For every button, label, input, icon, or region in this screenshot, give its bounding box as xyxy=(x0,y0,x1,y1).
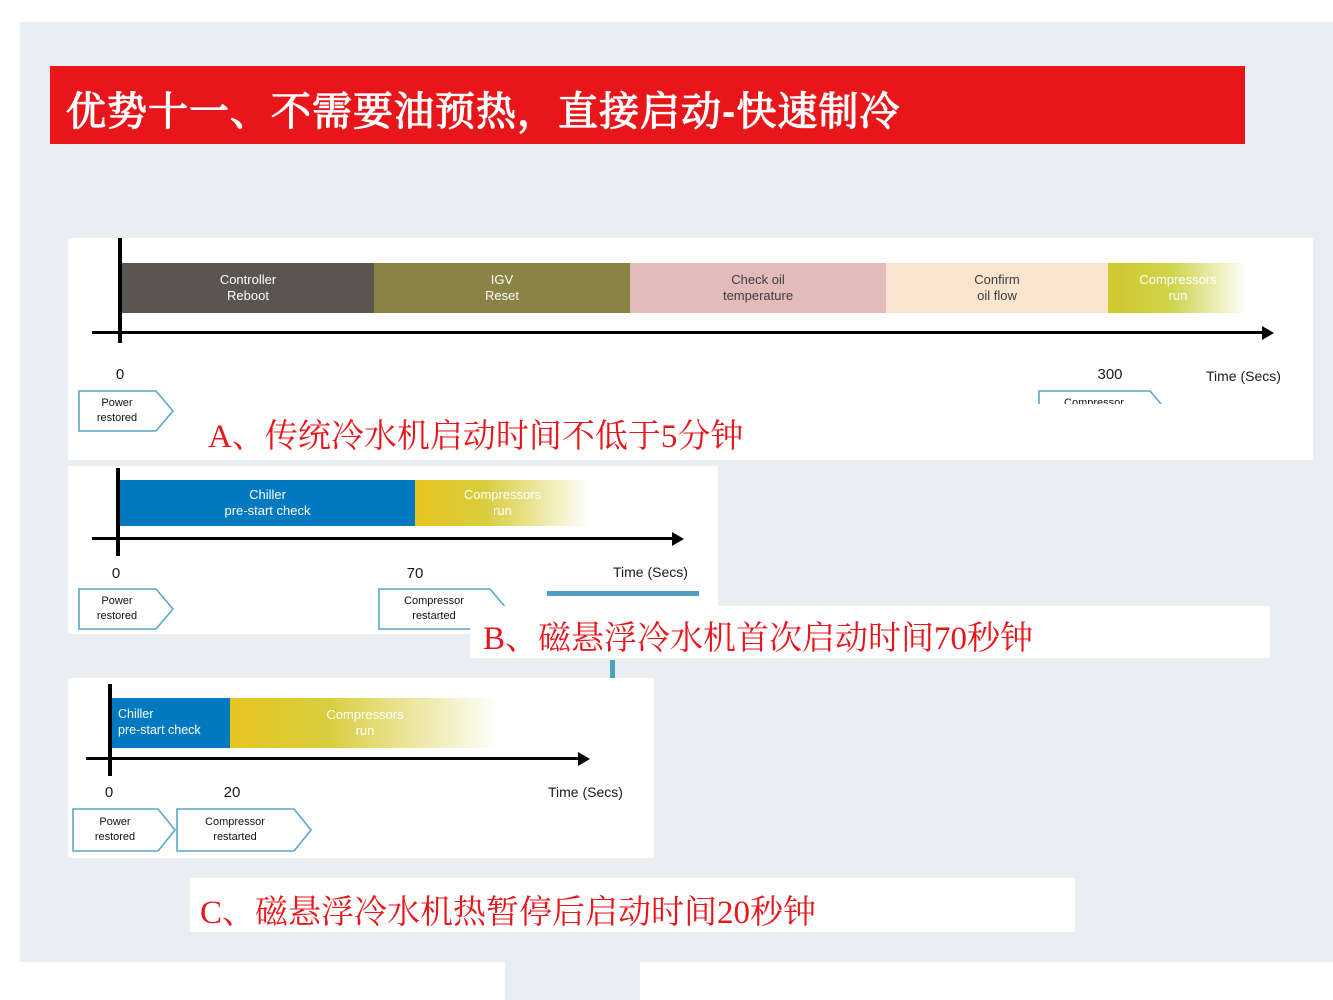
chart-b-y-axis xyxy=(116,468,120,556)
segment-label-line2: pre-start check xyxy=(224,503,311,518)
segment-label-line1: IGV xyxy=(490,271,514,287)
slide-left-margin xyxy=(0,0,20,1000)
chart-a-callout-power-restored xyxy=(78,390,174,432)
callout-line1: Power xyxy=(101,595,133,608)
callout-line2: restored xyxy=(96,412,138,424)
chart-c-y-axis xyxy=(108,684,112,776)
chart-a-segment-confirm-oil-flow xyxy=(886,263,1108,313)
segment-label-line1: Check oil xyxy=(731,271,785,287)
segment-label-line1: Controller xyxy=(219,271,277,287)
chart-a-y-axis xyxy=(118,238,122,343)
chart-c-segment-chiller-pre-start-check xyxy=(112,698,230,748)
segment-label-line2: Reset xyxy=(485,288,519,303)
chart-a-tick-300: 300 xyxy=(1097,366,1123,383)
segment-label-line2: pre-start check xyxy=(118,723,201,737)
callout-text xyxy=(78,390,156,432)
segment-label-line1: Confirm xyxy=(974,271,1020,287)
callout-line1: Compressor xyxy=(404,595,464,608)
callout-line1: Compressor xyxy=(205,816,265,829)
chart-a-segment-igv-reset xyxy=(374,263,630,313)
chart-a-segment-check-oil-temperature xyxy=(630,263,886,313)
segment-label-line2: oil flow xyxy=(977,288,1017,303)
chart-a-x-axis xyxy=(92,331,1262,334)
callout-text xyxy=(78,588,156,630)
segment-label-line2: run xyxy=(355,723,375,738)
chart-c-segment-compressors-run xyxy=(230,698,500,748)
chart-b-segment-compressors-run xyxy=(415,480,590,526)
callout-text xyxy=(72,808,158,852)
caption-c-text: C、磁悬浮冷水机热暂停后启动时间20秒钟 xyxy=(200,895,817,931)
callout-line1: Power xyxy=(101,397,133,410)
chart-a-segment-compressors-run xyxy=(1108,263,1248,313)
segment-label-line1: Compressors xyxy=(326,706,404,722)
chart-c-x-axis-arrow xyxy=(578,752,590,766)
segment-label-line1: Compressors xyxy=(1139,271,1217,287)
accent-bar xyxy=(547,591,699,596)
chart-b-tick-70: 70 xyxy=(406,565,424,582)
chart-b-x-axis-arrow xyxy=(672,532,684,546)
callout-line2: restarted xyxy=(412,610,456,622)
caption-a-text: A、传统冷水机启动时间不低于5分钟 xyxy=(208,419,744,455)
segment-label-line2: run xyxy=(1168,288,1188,303)
slide-bottom-strip xyxy=(0,962,505,1000)
chart-a-x-axis-arrow xyxy=(1262,326,1274,340)
segment-label-line1: Chiller xyxy=(249,486,286,502)
chart-c-callout-compressor-restarted xyxy=(176,808,312,852)
caption-b-text: B、磁悬浮冷水机首次启动时间70秒钟 xyxy=(483,621,1034,657)
page-title: 优势十一、不需要油预热，直接启动-快速制冷 xyxy=(66,90,901,134)
chart-b-x-axis xyxy=(92,537,672,540)
chart-a-segment-controller-reboot xyxy=(122,263,374,313)
chart-c-x-axis-title: Time (Secs) xyxy=(548,784,623,800)
segment-label-line1: Compressors xyxy=(463,486,542,502)
callout-line2: restored xyxy=(96,610,138,622)
callout-line1: Power xyxy=(99,816,131,829)
segment-label-line2: run xyxy=(493,503,512,518)
chart-a-tick-0: 0 xyxy=(115,366,125,383)
chart-a-x-axis-title: Time (Secs) xyxy=(1206,368,1281,384)
chart-c-callout-power-restored xyxy=(72,808,176,852)
callout-text xyxy=(176,808,294,852)
chart-c-x-axis xyxy=(86,757,578,760)
segment-label-line1: Chiller xyxy=(118,707,154,722)
slide-top-margin xyxy=(0,0,1333,22)
chart-c-tick-20: 20 xyxy=(223,784,241,801)
chart-b-segment-chiller-pre-start-check xyxy=(120,480,415,526)
callout-line2: restarted xyxy=(213,831,257,843)
segment-label-line2: Reboot xyxy=(227,288,269,303)
chart-b-x-axis-title: Time (Secs) xyxy=(613,564,688,580)
callout-line2: restored xyxy=(94,831,136,843)
chart-b-tick-0: 0 xyxy=(111,565,121,582)
segment-label-line2: temperature xyxy=(722,288,794,303)
chart-c-tick-0: 0 xyxy=(104,784,114,801)
chart-b-callout-power-restored xyxy=(78,588,174,630)
slide-bottom-strip-right xyxy=(640,962,1333,1000)
